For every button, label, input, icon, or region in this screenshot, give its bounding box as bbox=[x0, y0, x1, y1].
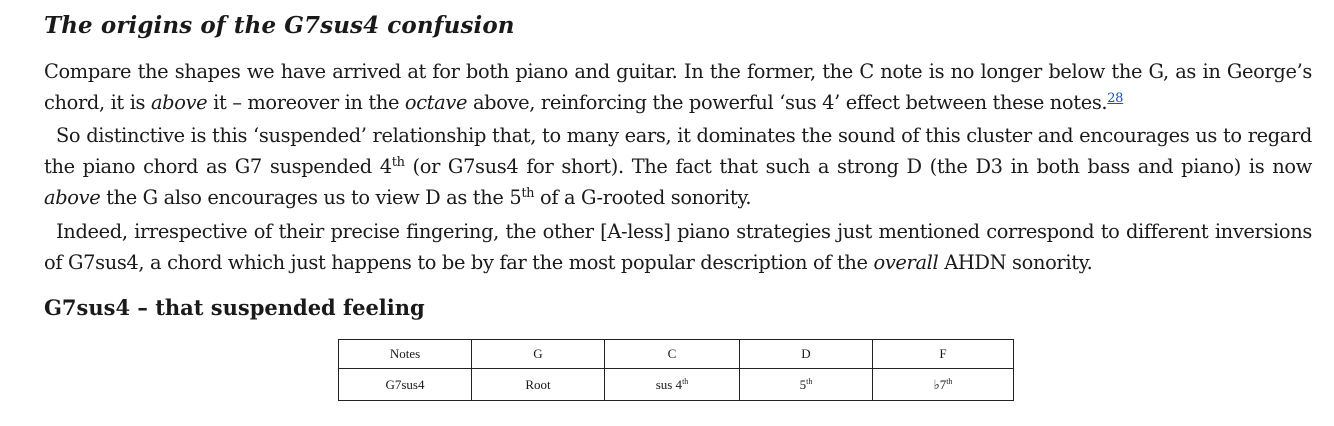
text-run: So distinctive is this ‘suspended’ relationship that, to many ears, it dominates the sound of this cluster and encourages us to regard the piano chord as G7 suspended 4 bbox=[44, 124, 1312, 178]
text-run: Compare the shapes we have arrived at for both piano and guitar. In the former, the C note is no longer below the G, as in George’s chord, it is bbox=[44, 60, 1312, 114]
table-cell-f bbox=[873, 369, 1014, 401]
table-cell-c bbox=[605, 369, 740, 401]
table-header-cell: G bbox=[472, 340, 605, 369]
cell-text: ♭7 bbox=[933, 376, 947, 392]
table-row bbox=[339, 369, 1014, 401]
text-run: the G also encourages us to view D as the 5 bbox=[100, 186, 522, 209]
table-header-cell: D bbox=[740, 340, 873, 369]
text-run: Indeed, irrespective of their precise fingering, the other [A-less] piano strategies just mentioned correspond to different inversions of G7sus4, a chord which just happens to be by far the most popular description of the bbox=[44, 220, 1312, 274]
table-header-cell: Notes bbox=[339, 340, 472, 369]
notes-table bbox=[338, 339, 1014, 401]
superscript-th: th bbox=[521, 186, 535, 201]
superscript-th: th bbox=[806, 376, 813, 386]
superscript-th: th bbox=[391, 155, 405, 170]
footnote-link[interactable]: 28 bbox=[1107, 91, 1124, 106]
cell-text: 5 bbox=[799, 376, 807, 392]
subsection-heading: G7sus4 – that suspended feeling bbox=[44, 295, 425, 320]
table-cell-g: Root bbox=[472, 369, 605, 401]
text-run: it – moreover in the bbox=[207, 91, 405, 114]
table-header-cell: F bbox=[873, 340, 1014, 369]
text-run: above, reinforcing the powerful ‘sus 4’ effect between these notes. bbox=[467, 91, 1108, 114]
emphasis-overall: overall bbox=[873, 251, 939, 274]
emphasis-above: above bbox=[150, 91, 208, 114]
table-cell-chord: G7sus4 bbox=[339, 369, 472, 401]
text-run: of a G-rooted sonority. bbox=[534, 186, 752, 209]
superscript-th: th bbox=[946, 376, 953, 386]
paragraph-suspended-relationship bbox=[44, 120, 1312, 213]
table-header-cell: C bbox=[605, 340, 740, 369]
text-run: AHDN sonority. bbox=[938, 251, 1093, 274]
emphasis-above: above bbox=[44, 186, 101, 209]
table-cell-d bbox=[740, 369, 873, 401]
paragraph-compare-shapes bbox=[44, 56, 1312, 118]
paragraph-inversions bbox=[44, 216, 1312, 278]
cell-text: sus 4 bbox=[655, 376, 683, 392]
superscript-th: th bbox=[682, 376, 689, 386]
section-heading: The origins of the G7sus4 confusion bbox=[44, 12, 515, 39]
text-run: (or G7sus4 for short). The fact that such a strong D (the D3 in both bass and piano) is now bbox=[404, 155, 1312, 178]
table-header-row bbox=[339, 340, 1014, 369]
emphasis-octave: octave bbox=[404, 91, 468, 114]
